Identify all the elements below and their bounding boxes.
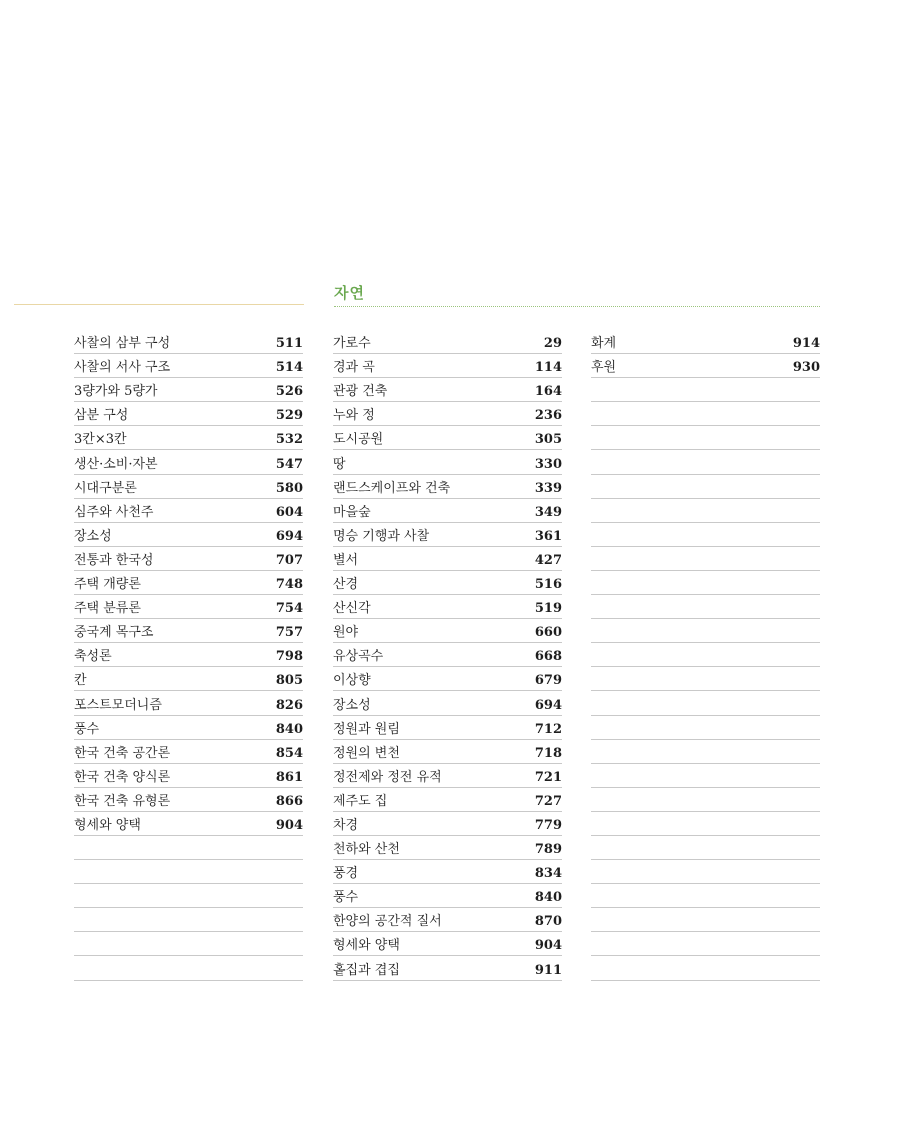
index-page-number: 866 xyxy=(275,793,303,809)
index-term: 관광 건축 xyxy=(333,384,388,400)
index-entry-row xyxy=(591,595,820,619)
index-entry-row xyxy=(333,571,562,595)
index-page-number: 834 xyxy=(534,866,562,882)
index-page-number: 854 xyxy=(275,745,303,761)
index-entry-row xyxy=(591,426,820,450)
index-term: 가로수 xyxy=(333,336,371,352)
index-entry-row xyxy=(591,740,820,764)
index-page-number: 679 xyxy=(534,673,562,689)
index-page-number: 911 xyxy=(534,962,562,978)
index-entry-row xyxy=(74,619,303,643)
index-term: 도시공원 xyxy=(333,432,384,448)
index-term: 형세와 양택 xyxy=(333,938,400,954)
index-entry-row xyxy=(591,716,820,740)
index-entry-row xyxy=(333,884,562,908)
index-entry-row xyxy=(591,667,820,691)
index-term: 장소성 xyxy=(333,697,371,713)
index-entry-row xyxy=(74,691,303,715)
index-page-number: 29 xyxy=(543,336,562,352)
index-entry-row xyxy=(74,932,303,956)
index-entry-row xyxy=(74,450,303,474)
index-entry-row xyxy=(591,956,820,980)
index-term: 생산·소비·자본 xyxy=(74,456,158,472)
index-entry-row xyxy=(591,499,820,523)
index-entry-row xyxy=(74,499,303,523)
index-entry-row xyxy=(74,740,303,764)
index-page-number: 694 xyxy=(534,697,562,713)
index-page-number: 694 xyxy=(275,528,303,544)
index-entry-row xyxy=(333,426,562,450)
index-page-number: 511 xyxy=(275,336,303,352)
index-page-number: 529 xyxy=(275,408,303,424)
index-page-number: 305 xyxy=(534,432,562,448)
index-entry-row xyxy=(333,378,562,402)
index-entry-row xyxy=(591,571,820,595)
index-term: 형세와 양택 xyxy=(74,817,141,833)
index-term: 전통과 한국성 xyxy=(74,552,154,568)
index-entry-row xyxy=(74,354,303,378)
index-term: 누와 정 xyxy=(333,408,375,424)
index-entry-row xyxy=(591,884,820,908)
index-term: 3칸×3칸 xyxy=(74,432,127,448)
index-column-3 xyxy=(591,330,820,981)
index-term: 풍경 xyxy=(333,866,359,882)
index-entry-row xyxy=(333,764,562,788)
index-page-number: 757 xyxy=(275,625,303,641)
index-entry-row xyxy=(74,836,303,860)
index-entry-row xyxy=(591,764,820,788)
index-entry-row xyxy=(333,812,562,836)
index-term: 땅 xyxy=(333,456,346,472)
index-page-number: 904 xyxy=(534,938,562,954)
index-entry-row xyxy=(74,571,303,595)
index-entry-row xyxy=(74,643,303,667)
index-page-number: 779 xyxy=(534,817,562,833)
index-page-number: 727 xyxy=(534,793,562,809)
index-term: 화계 xyxy=(591,336,617,352)
index-page-number: 330 xyxy=(534,456,562,472)
index-term: 유상곡수 xyxy=(333,649,384,665)
index-term: 경과 곡 xyxy=(333,360,375,376)
index-page-number: 707 xyxy=(275,552,303,568)
index-page-number: 114 xyxy=(534,360,562,376)
index-column-1 xyxy=(74,330,303,981)
index-page-number: 712 xyxy=(534,721,562,737)
index-term: 홑집과 겹집 xyxy=(333,962,400,978)
index-page-number: 914 xyxy=(792,336,820,352)
index-entry-row xyxy=(333,595,562,619)
index-entry-row xyxy=(333,619,562,643)
index-term: 사찰의 서사 구조 xyxy=(74,360,171,376)
index-term: 한국 건축 공간론 xyxy=(74,745,171,761)
index-entry-row xyxy=(333,908,562,932)
index-page-number: 514 xyxy=(275,360,303,376)
index-entry-row xyxy=(333,499,562,523)
index-term: 산경 xyxy=(333,577,359,593)
index-entry-row xyxy=(74,667,303,691)
index-term: 주택 분류론 xyxy=(74,601,141,617)
index-entry-row xyxy=(74,402,303,426)
index-entry-row xyxy=(591,450,820,474)
index-term: 칸 xyxy=(74,673,87,689)
index-term: 정원의 변천 xyxy=(333,745,400,761)
index-entry-row xyxy=(74,860,303,884)
index-entry-row xyxy=(333,836,562,860)
index-term: 원야 xyxy=(333,625,359,641)
index-entry-row xyxy=(333,643,562,667)
index-term: 포스트모더니즘 xyxy=(74,697,162,713)
index-entry-row xyxy=(591,836,820,860)
index-entry-row xyxy=(333,691,562,715)
index-page-number: 721 xyxy=(534,769,562,785)
index-page-number: 826 xyxy=(275,697,303,713)
index-page-number: 580 xyxy=(275,480,303,496)
index-entry-row xyxy=(591,354,820,378)
index-entry-row xyxy=(74,547,303,571)
index-entry-row xyxy=(591,547,820,571)
index-entry-row xyxy=(74,812,303,836)
index-page-number: 668 xyxy=(534,649,562,665)
index-page-number: 361 xyxy=(534,528,562,544)
index-entry-row xyxy=(591,619,820,643)
index-term: 3량가와 5량가 xyxy=(74,384,158,400)
index-entry-row xyxy=(591,643,820,667)
index-entry-row xyxy=(333,932,562,956)
index-term: 심주와 사천주 xyxy=(74,504,154,520)
index-term: 사찰의 삼부 구성 xyxy=(74,336,171,352)
index-entry-row xyxy=(591,691,820,715)
index-page-number: 718 xyxy=(534,745,562,761)
index-entry-row xyxy=(591,475,820,499)
section-title: 자연 xyxy=(334,284,365,302)
index-entry-row xyxy=(333,740,562,764)
index-entry-row xyxy=(591,378,820,402)
index-entry-row xyxy=(74,884,303,908)
index-entry-row xyxy=(333,716,562,740)
index-entry-row xyxy=(74,378,303,402)
index-term: 별서 xyxy=(333,552,359,568)
index-entry-row xyxy=(591,788,820,812)
index-entry-row xyxy=(591,330,820,354)
index-term: 마을숲 xyxy=(333,504,371,520)
index-term: 차경 xyxy=(333,817,359,833)
index-page-number: 526 xyxy=(275,384,303,400)
index-entry-row xyxy=(333,523,562,547)
index-entry-row xyxy=(333,475,562,499)
index-term: 중국계 목구조 xyxy=(74,625,154,641)
index-page-number: 748 xyxy=(275,577,303,593)
index-term: 주택 개량론 xyxy=(74,577,141,593)
index-entry-row xyxy=(74,330,303,354)
index-term: 풍수 xyxy=(333,890,359,906)
index-term: 산신각 xyxy=(333,601,371,617)
index-term: 제주도 집 xyxy=(333,793,388,809)
index-entry-row xyxy=(74,426,303,450)
index-page-number: 861 xyxy=(275,769,303,785)
index-page-number: 754 xyxy=(275,601,303,617)
index-term: 명승 기행과 사찰 xyxy=(333,528,430,544)
index-term: 한양의 공간적 질서 xyxy=(333,914,442,930)
index-entry-row xyxy=(74,956,303,980)
index-term: 이상향 xyxy=(333,673,371,689)
index-term: 한국 건축 양식론 xyxy=(74,769,171,785)
index-term: 시대구분론 xyxy=(74,480,137,496)
index-page-number: 904 xyxy=(275,817,303,833)
index-entry-row xyxy=(333,330,562,354)
index-entry-row xyxy=(74,523,303,547)
index-column-2 xyxy=(333,330,562,981)
index-term: 장소성 xyxy=(74,528,112,544)
index-page-number: 164 xyxy=(534,384,562,400)
index-term: 천하와 산천 xyxy=(333,842,400,858)
index-page-number: 840 xyxy=(534,890,562,906)
index-page-number: 660 xyxy=(534,625,562,641)
index-entry-row xyxy=(591,523,820,547)
index-entry-row xyxy=(333,788,562,812)
index-entry-row xyxy=(74,788,303,812)
left-divider-line xyxy=(14,304,304,305)
index-page-number: 547 xyxy=(275,456,303,472)
index-page-number: 339 xyxy=(534,480,562,496)
index-entry-row xyxy=(74,475,303,499)
index-page-number: 349 xyxy=(534,504,562,520)
index-entry-row xyxy=(591,932,820,956)
index-entry-row xyxy=(333,547,562,571)
index-entry-row xyxy=(74,716,303,740)
index-entry-row xyxy=(74,764,303,788)
index-page-number: 236 xyxy=(534,408,562,424)
index-entry-row xyxy=(333,402,562,426)
index-page-number: 870 xyxy=(534,914,562,930)
index-entry-row xyxy=(333,860,562,884)
section-divider-line xyxy=(334,306,820,307)
index-term: 풍수 xyxy=(74,721,100,737)
index-page-number: 930 xyxy=(792,360,820,376)
index-entry-row xyxy=(591,860,820,884)
index-page-number: 604 xyxy=(275,504,303,520)
index-page-number: 519 xyxy=(534,601,562,617)
index-term: 정전제와 정전 유적 xyxy=(333,769,442,785)
index-page-number: 805 xyxy=(275,673,303,689)
index-page-number: 789 xyxy=(534,842,562,858)
index-page-number: 532 xyxy=(275,432,303,448)
index-entry-row xyxy=(333,354,562,378)
index-term: 후원 xyxy=(591,360,617,376)
index-term: 삼분 구성 xyxy=(74,408,129,424)
index-term: 한국 건축 유형론 xyxy=(74,793,171,809)
index-entry-row xyxy=(74,908,303,932)
index-entry-row xyxy=(333,667,562,691)
index-page-number: 798 xyxy=(275,649,303,665)
index-entry-row xyxy=(333,450,562,474)
index-entry-row xyxy=(591,402,820,426)
index-page-number: 840 xyxy=(275,721,303,737)
index-page-number: 427 xyxy=(534,552,562,568)
index-term: 정원과 원림 xyxy=(333,721,400,737)
index-page-number: 516 xyxy=(534,577,562,593)
index-entry-row xyxy=(591,908,820,932)
index-entry-row xyxy=(591,812,820,836)
index-entry-row xyxy=(74,595,303,619)
index-entry-row xyxy=(333,956,562,980)
index-term: 축성론 xyxy=(74,649,112,665)
index-term: 랜드스케이프와 건축 xyxy=(333,480,451,496)
